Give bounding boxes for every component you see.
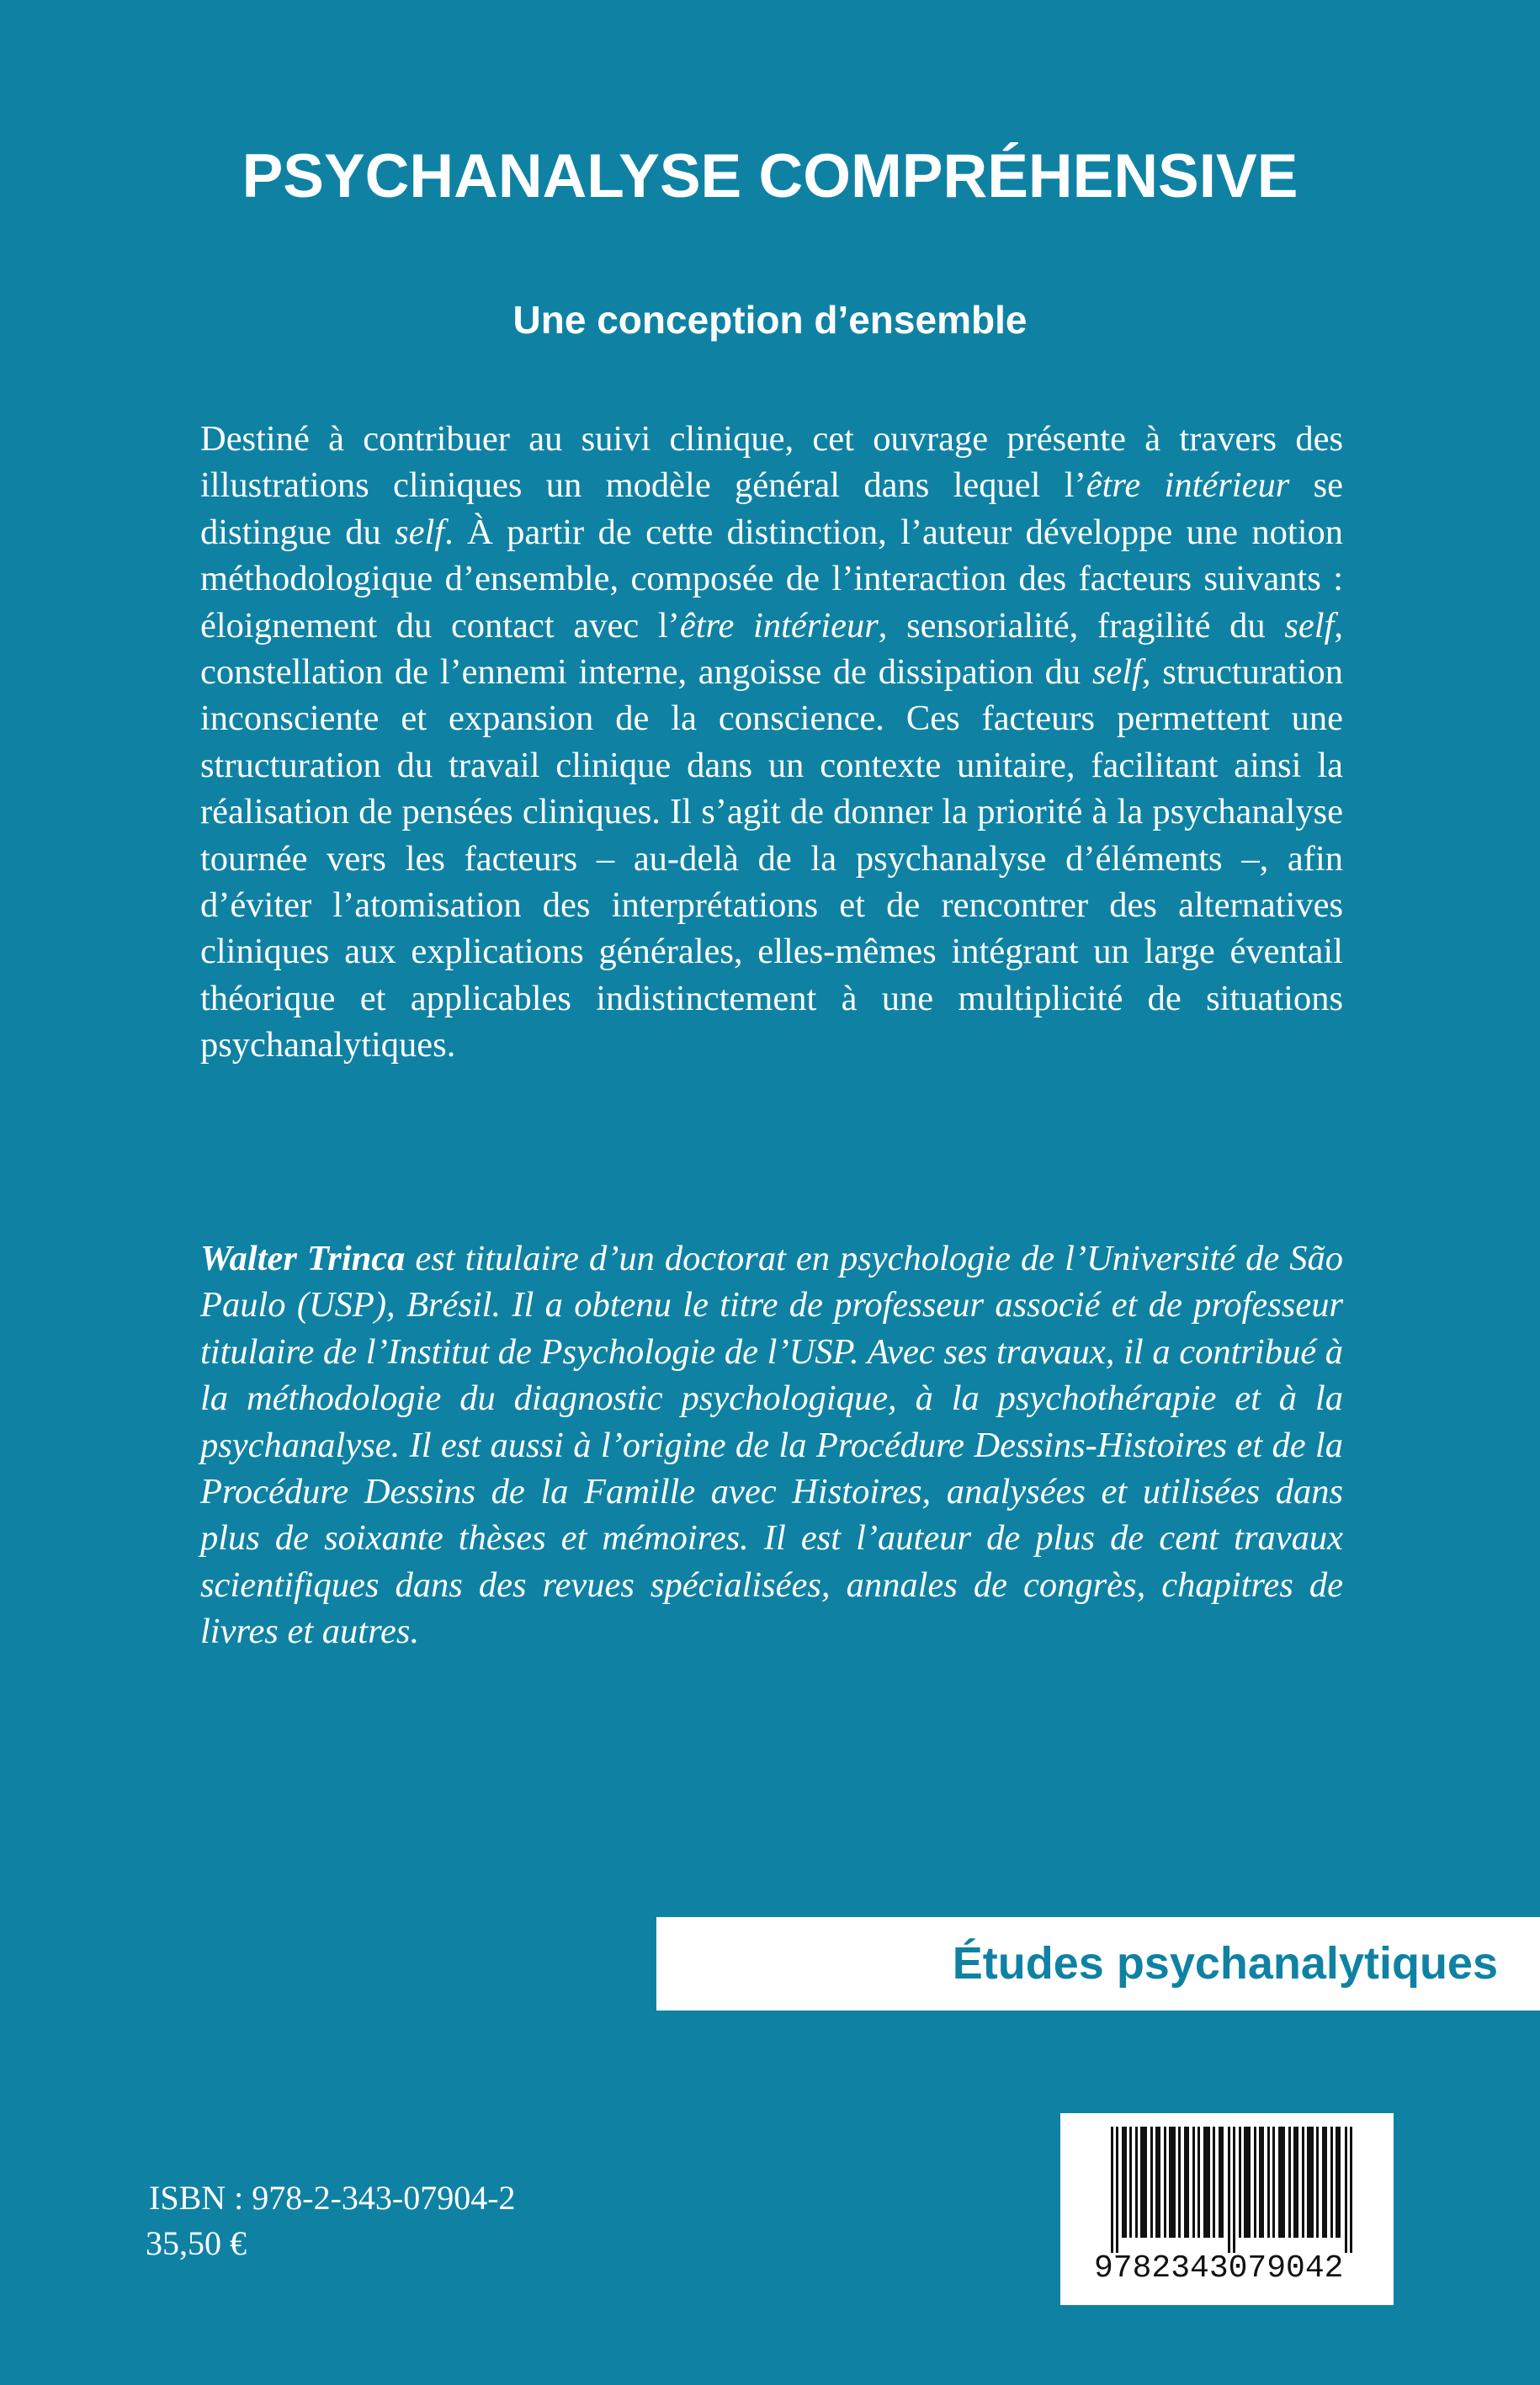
- summary-emphasis: self: [1091, 652, 1142, 693]
- barcode-number: 9782343079042: [1094, 2250, 1344, 2287]
- summary-text: Destiné à contribuer au suivi clinique, cet ouvrage présente à travers des illustrations cliniques un modèle général dans lequel l’: [200, 419, 1343, 506]
- summary-text: , structuration inconsciente et expansion de la conscience. Ces facteurs permettent une structuration du travail clinique dans un contexte unitaire, facilitant ainsi la réalisation de pensées cliniques. Il s’agit de donner la priorité à la psychanalyse tournée vers les facteurs – au-delà de la psychanalyse d’éléments –, afin d’éviter l’atomisation des interprétations et de rencontrer des alternatives cliniques aux explications générales, elles-mêmes intégrant un large éventail théorique et applicables indistinctement à une multiplicité de situations psychanalytiques.: [200, 652, 1344, 1065]
- isbn: ISBN : 978-2-343-07904-2: [149, 2179, 516, 2217]
- series-label: Études psychanalytiques: [952, 1938, 1498, 1989]
- barcode: [1060, 2113, 1394, 2305]
- summary-text: , sensorialité, fragilité du: [878, 605, 1285, 645]
- price: 35,50 €: [146, 2224, 247, 2262]
- summary-text: se distingue du: [200, 465, 1343, 552]
- barcode-bars-icon: [1111, 2127, 1355, 2253]
- summary-emphasis: self: [395, 512, 445, 552]
- summary-paragraph: [200, 416, 1343, 1069]
- author-name: Walter Trinca: [200, 1239, 406, 1278]
- summary-text: . À partir de cette distinction, l’auteur développe une notion méthodologique d’ensemble, composée de l’interaction des facteurs suivants : éloignement du contact avec l’: [200, 512, 1343, 645]
- summary-text: , constellation de l’ennemi interne, angoisse de dissipation du: [200, 605, 1343, 693]
- summary-emphasis: être intérieur: [1086, 465, 1290, 506]
- book-subtitle: Une conception d’ensemble: [512, 298, 1028, 342]
- summary-emphasis: être intérieur: [679, 605, 879, 645]
- summary-emphasis: self: [1284, 605, 1335, 645]
- series-band: [656, 1917, 1540, 2011]
- book-title: PSYCHANALYSE COMPRÉHENSIVE: [242, 142, 1298, 210]
- author-bio-text: est titulaire d’un doctorat en psychologie de l’Université de São Paulo (USP), Brésil. Il a obtenu le titre de professeur associé et de professeur titulaire de l’Institut de Psychologie de l’USP. Avec ses travaux, il a contribué à la méthodologie du diagnostic psychologique, à la psychothérapie et à la psychanalyse. Il est aussi à l’origine de la Procédure Dessins-Histoires et de la Procédure Dessins de la Famille avec Histoires, analysées et utilisées dans plus de soixante thèses et mémoires. Il est l’auteur de plus de cent travaux scientifiques dans des revues spécialisées, annales de congrès, chapitres de livres et autres.: [200, 1239, 1343, 1652]
- author-bio: [200, 1235, 1343, 1655]
